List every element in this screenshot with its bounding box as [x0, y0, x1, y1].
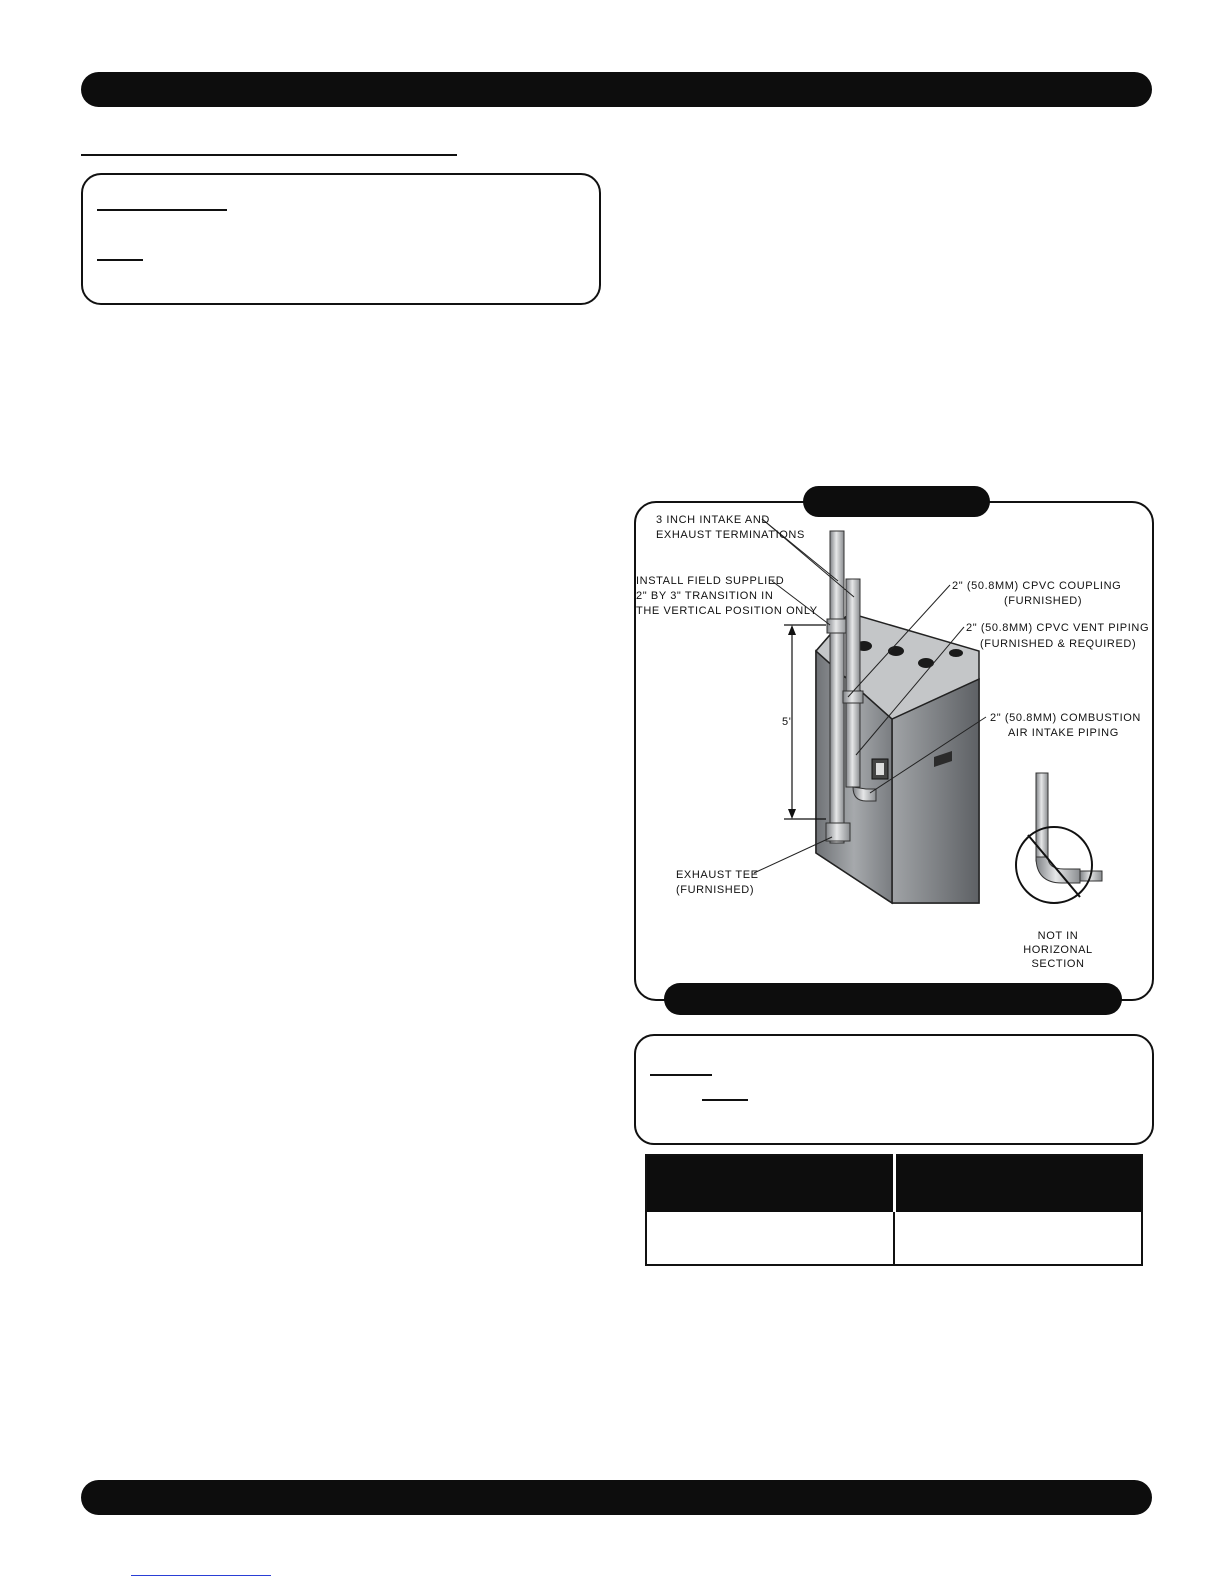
warning-callout-box — [81, 173, 601, 305]
exhaust-tee-label-2: (FURNISHED) — [676, 884, 755, 896]
note-callout-box — [634, 1034, 1154, 1145]
vent-label-2: (FURNISHED & REQUIRED) — [980, 638, 1137, 650]
vent-label-1: 2" (50.8MM) CPVC VENT PIPING — [966, 622, 1150, 634]
transition-label-1: INSTALL FIELD SUPPLIED — [636, 575, 785, 587]
transition-label-3: THE VERTICAL POSITION ONLY — [636, 605, 818, 617]
coupling-label-1: 2" (50.8MM) CPVC COUPLING — [952, 580, 1122, 592]
not-in-horizontal-inset — [1016, 773, 1102, 970]
not-in-label-3: SECTION — [1031, 958, 1085, 970]
warning-heading-underline — [97, 209, 227, 211]
note-box-heading-underline — [650, 1074, 712, 1076]
table-header-cell — [894, 1155, 1142, 1212]
intake-exhaust-label-2: EXHAUST TERMINATIONS — [656, 529, 805, 541]
combustion-label-1: 2" (50.8MM) COMBUSTION — [990, 712, 1141, 724]
coupling-label-2: (FURNISHED) — [1004, 595, 1083, 607]
combustion-label-2: AIR INTAKE PIPING — [1008, 727, 1119, 739]
note-heading-underline — [97, 259, 143, 261]
not-in-label-1: NOT IN — [1037, 930, 1079, 942]
section-heading-underline — [81, 154, 457, 156]
table-row — [646, 1212, 1142, 1265]
transition-label-2: 2" BY 3" TRANSITION IN — [636, 590, 774, 602]
footer-bar — [81, 1480, 1152, 1515]
table-header-cell — [646, 1155, 894, 1212]
dimension-label: 5' — [782, 716, 792, 728]
table-cell — [894, 1212, 1142, 1265]
note-box-emphasis-underline — [702, 1099, 748, 1101]
table-header-row — [646, 1155, 1142, 1212]
vent-piping-diagram — [634, 501, 1150, 997]
table-cell — [646, 1212, 894, 1265]
intake-exhaust-label-1: 3 INCH INTAKE AND — [656, 514, 770, 526]
header-bar — [81, 72, 1152, 107]
spec-table — [645, 1154, 1143, 1266]
footer-link-underline[interactable] — [131, 1575, 271, 1576]
figure-caption-tab — [664, 983, 1122, 1015]
exhaust-tee-label-1: EXHAUST TEE — [676, 869, 759, 881]
not-in-label-2: HORIZONAL — [1023, 944, 1093, 956]
